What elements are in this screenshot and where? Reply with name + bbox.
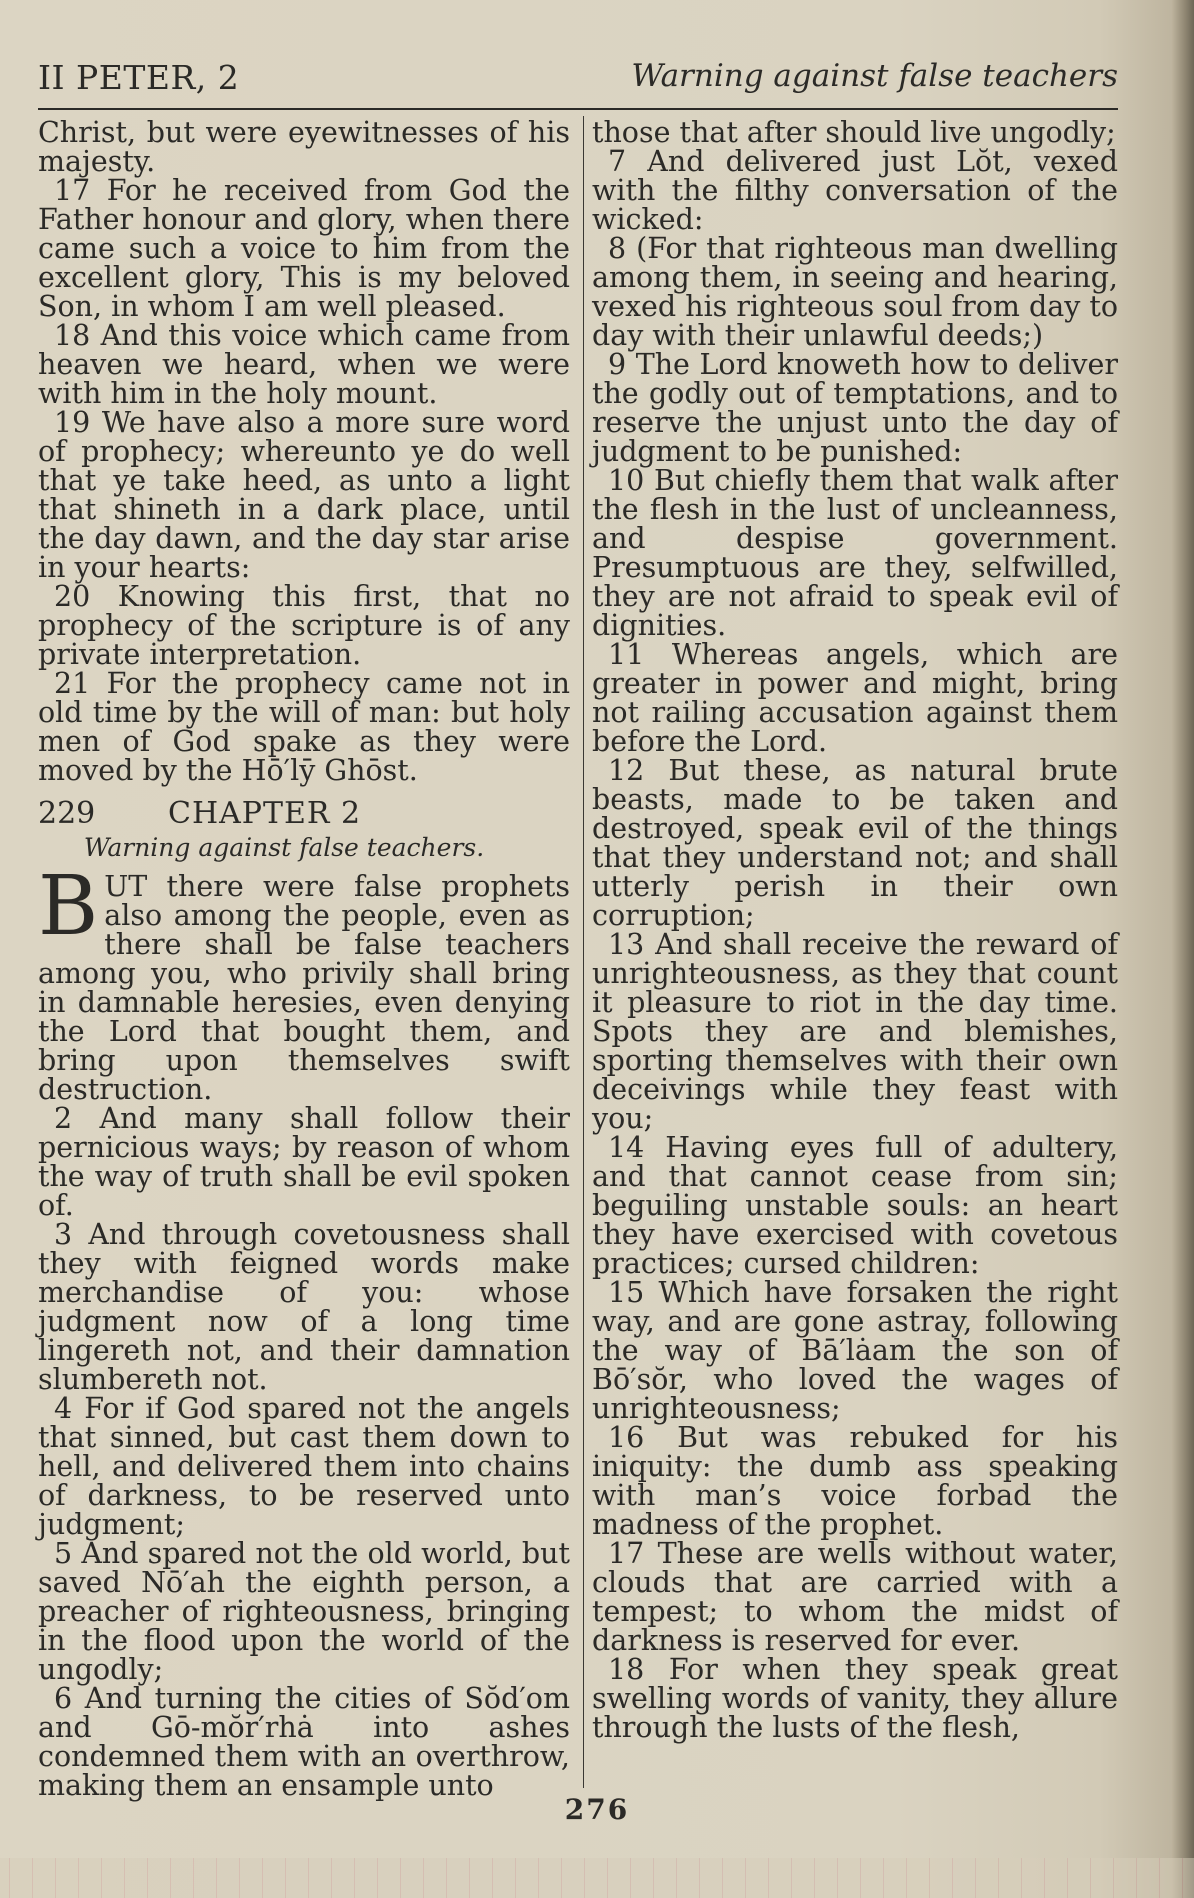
verse-text: 8 (For that righteous man dwelling among them, in seeing and hearing, vexed his righteous soul from day to day with their unlawful deeds;) (592, 232, 1118, 352)
verse-text: 5 And spared not the old world, but saved Nō′ah the eighth person, a preacher of righteousness, bringing in the flood upon the world of the ungodly; (38, 1537, 570, 1686)
drop-cap: B (38, 859, 99, 954)
verse-text: 15 Which have forsaken the right way, and are gone astray, following the way of Bā′lȧam the son of Bō′sŏr, who loved the wages of unrighteousness; (592, 1276, 1118, 1425)
verse-text: 18 For when they speak great swelling words of vanity, they allure through the lusts of the flesh, (592, 1653, 1118, 1744)
verse-text: 17 These are wells without water, clouds that are carried with a tempest; to whom the midst of darkness is reserved for ever. (592, 1537, 1118, 1657)
right-column (592, 118, 1118, 1742)
book-chapter-title: II PETER, 2 (38, 58, 240, 97)
running-header (38, 58, 1118, 104)
chapter-heading (38, 797, 570, 831)
verse-text: 7 And delivered just Lŏt, vexed with the filthy conversation of the wicked: (592, 145, 1118, 236)
verse-text: 4 For if God spared not the angels that sinned, but cast them down to hell, and delivered them into chains of darkness, to be reserved unto judgment; (38, 1392, 570, 1541)
verse-text: 12 But these, as natural brute beasts, made to be taken and destroyed, speak evil of the things that they understand not; and shall utterly perish in their own corruption; (592, 754, 1118, 932)
column-divider (583, 116, 584, 1788)
opening-verse (38, 859, 570, 1106)
left-column (38, 118, 570, 1800)
verse-text: 6 And turning the cities of Sŏd′om and Gō-mŏr′rhȧ into ashes condemned them with an overthrow, making them an ensample unto (38, 1682, 570, 1802)
chapter-reference-number: 229 (38, 796, 96, 831)
verse-text: Christ, but were eyewitnesses of his majesty. (38, 116, 570, 178)
verse-text: 14 Having eyes full of adultery, and that cannot cease from sin; beguiling unstable souls: an heart they have exercised with covetous practices; cursed children: (592, 1131, 1118, 1280)
chapter-subheading: Warning against false teachers. (83, 833, 485, 862)
verse-text: 21 For the prophecy came not in old time by the will of man: but holy men of God spake as they were moved by the Hō′lȳ Ghōst. (38, 667, 570, 787)
verse-text: 3 And through covetousness shall they with feigned words make merchandise of you: whose judgment now of a long time lingereth not, and their damnation slumbereth not. (38, 1218, 570, 1396)
page-number: 276 (564, 1793, 630, 1826)
verse-text: 18 And this voice which came from heaven we heard, when we were with him in the holy mount. (38, 319, 570, 410)
verse-text: those that after should live ungodly; (592, 116, 1116, 149)
verse-text: 10 But chiefly them that walk after the flesh in the lust of uncleanness, and despise government. Presumptuous are they, selfwilled, they are not afraid to speak evil of dignities. (592, 464, 1118, 642)
verse-text: 16 But was rebuked for his iniquity: the dumb ass speaking with man’s voice forbad the madness of the prophet. (592, 1421, 1118, 1541)
verse-text: 20 Knowing this first, that no prophecy of the scripture is of any private interpretation. (38, 580, 570, 671)
chapter-title: CHAPTER 2 (168, 796, 362, 831)
opening-verse-text: UT there were false prophets also among the people, even as there shall be false teachers among you, who privily shall bring in damnable heresies, even denying the Lord that bought them, and bring upon themselves swift destruction. (38, 870, 570, 1106)
section-topic: Warning against false teachers (631, 58, 1118, 94)
verse-text: 19 We have also a more sure word of prophecy; whereunto ye do well that ye take heed, as unto a light that shineth in a dark place, until the day dawn, and the day star arise in your hearts: (38, 406, 570, 584)
header-rule (38, 108, 1118, 110)
verse-text: 13 And shall receive the reward of unrighteousness, as they that count it pleasure to riot in the day time. Spots they are and blemishes, sporting themselves with their own deceivings while they feast with you; (592, 928, 1118, 1135)
verse-text: 9 The Lord knoweth how to deliver the godly out of temptations, and to reserve the unjust unto the day of judgment to be punished: (592, 348, 1118, 468)
page-edge (1172, 0, 1194, 1898)
verse-text: 11 Whereas angels, which are greater in power and might, bring not railing accusation against them before the Lord. (592, 638, 1118, 758)
page-bottom-texture (0, 1858, 1194, 1898)
verse-text: 17 For he received from God the Father honour and glory, when there came such a voice to him from the excellent glory, This is my beloved Son, in whom I am well pleased. (38, 174, 570, 323)
verse-text: 2 And many shall follow their pernicious ways; by reason of whom the way of truth shall be evil spoken of. (38, 1102, 570, 1222)
